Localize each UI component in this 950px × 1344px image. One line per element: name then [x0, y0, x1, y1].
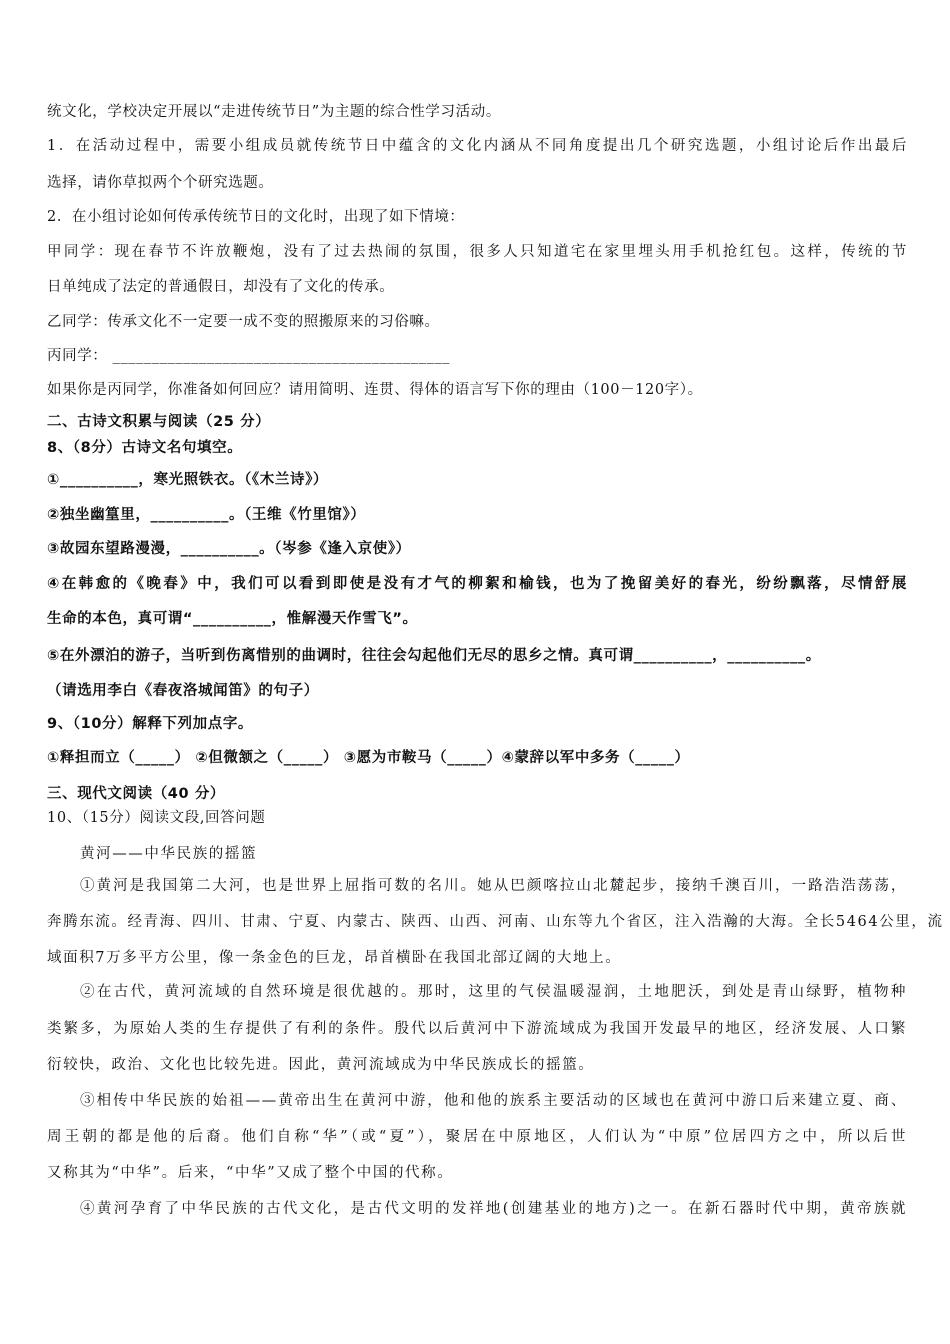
q10-heading: 10、（15分）阅读文段,回答问题 [47, 810, 266, 826]
q8-item-3: ③故园东望路漫漫，__________。（岑参《逢入京使》） [47, 541, 411, 557]
passage-p2-line2: 类繁多，为原始人类的生存提供了有利的条件。殷代以后黄河中下游流域成为我国开发最早的地区，经济发展、人口繁 [47, 1021, 907, 1037]
q8-item-5-line2: （请选用李白《春夜洛城闻笛》的句子） [47, 683, 319, 699]
q8-item-1: ①__________，寒光照铁衣。（《木兰诗》） [47, 472, 329, 488]
student-c-blank: 丙同学： ___________________________________________ [47, 348, 451, 364]
passage-p3-line3: 又称其为“中华”。后来，“中华”又成了整个中国的代称。 [47, 1165, 454, 1181]
q7-sub2-prompt: 2．在小组讨论如何传承传统节日的文化时，出现了如下情境： [47, 209, 465, 225]
q9-items: ①释担而立（_____） ②但微颔之（_____） ③愿为市鞍马（_____）④蒙辞以军中多务（_____） [47, 750, 690, 766]
passage-p2-line3: 衍较快，政治、文化也比较先进。因此，黄河流域成为中华民族成长的摇篮。 [47, 1057, 595, 1073]
passage-p3-line1: ③相传中华民族的始祖——黄帝出生在黄河中游，他和他的族系主要活动的区域也在黄河中游口后来建立夏、商、 [80, 1093, 907, 1109]
q7-sub1-line2: 选择，请你草拟两个个研究选题。 [47, 175, 274, 191]
q8-item-5-line1: ⑤在外漂泊的游子，当听到伤离惜别的曲调时，往往会勾起他们无尽的思乡之情。真可谓__________，__________。 [47, 648, 821, 664]
passage-title: 黄河——中华民族的摇篮 [80, 846, 258, 862]
q8-item-4-line1: ④在韩愈的《晚春》中，我们可以看到即使是没有才气的柳絮和榆钱，也为了挽留美好的春光，纷纷飘落，尽情舒展 [47, 576, 907, 592]
q8-item-2: ②独坐幽篁里，__________。（王维《竹里馆》） [47, 507, 366, 523]
student-b-line: 乙同学：传承文化不一定要一成不变的照搬原来的习俗嘛。 [47, 314, 440, 330]
section-2-heading: 二、古诗文积累与阅读（25 分） [47, 414, 271, 430]
student-a-line2: 日单纯成了法定的普通假日，却没有了文化的传承。 [47, 279, 395, 295]
q7-sub2-instruction: 如果你是丙同学，你准备如何回应？请用简明、连贯、得体的语言写下你的理由（100－120字）。 [47, 382, 703, 398]
passage-p1-line2: 奔腾东流。经青海、四川、甘肃、宁夏、内蒙古、陕西、山西、河南、山东等九个省区，注入浩瀚的大海。全长5464公里，流 [47, 914, 944, 930]
passage-p4-line1: ④黄河孕育了中华民族的古代文化，是古代文明的发祥地(创建基业的地方)之一。在新石器时代中期，黄帝族就 [80, 1201, 907, 1217]
passage-p2-line1: ②在古代，黄河流域的自然环境是很优越的。那时，这里的气侯温暖湿润，土地肥沃，到处是青山绿野，植物种 [80, 984, 907, 1000]
passage-p1-line1: ①黄河是我国第二大河，也是世界上屈指可数的名川。她从巴颜喀拉山北麓起步，接纳千澳百川，一路浩浩荡荡， [80, 878, 907, 894]
section-3-heading: 三、现代文阅读（40 分） [47, 786, 226, 802]
passage-p1-line3: 域面积7万多平方公里，像一条金色的巨龙，昂首横卧在我国北部辽阔的大地上。 [47, 950, 622, 966]
q8-heading: 8、（8分）古诗文名句填空。 [47, 440, 243, 456]
intro-continuation: 统文化，学校决定开展以“走进传统节日”为主题的综合性学习活动。 [47, 104, 501, 120]
student-a-line1: 甲同学：现在春节不许放鞭炮，没有了过去热闹的氛围，很多人只知道宅在家里埋头用手机抢红包。这样，传统的节 [47, 244, 907, 260]
q8-item-4-line2: 生命的本色，真可谓“__________，惟解漫天作雪飞”。 [47, 611, 418, 627]
q7-sub1-line1: 1．在活动过程中，需要小组成员就传统节日中蕴含的文化内涵从不同角度提出几个研究选题，小组讨论后作出最后 [47, 138, 907, 154]
passage-p3-line2: 周王朝的都是他的后裔。他们自称“华”（或“夏”），聚居在中原地区，人们认为“中原”位居四方之中，所以后世 [47, 1129, 907, 1145]
q9-heading: 9、（10分）解释下列加点字。 [47, 716, 254, 732]
